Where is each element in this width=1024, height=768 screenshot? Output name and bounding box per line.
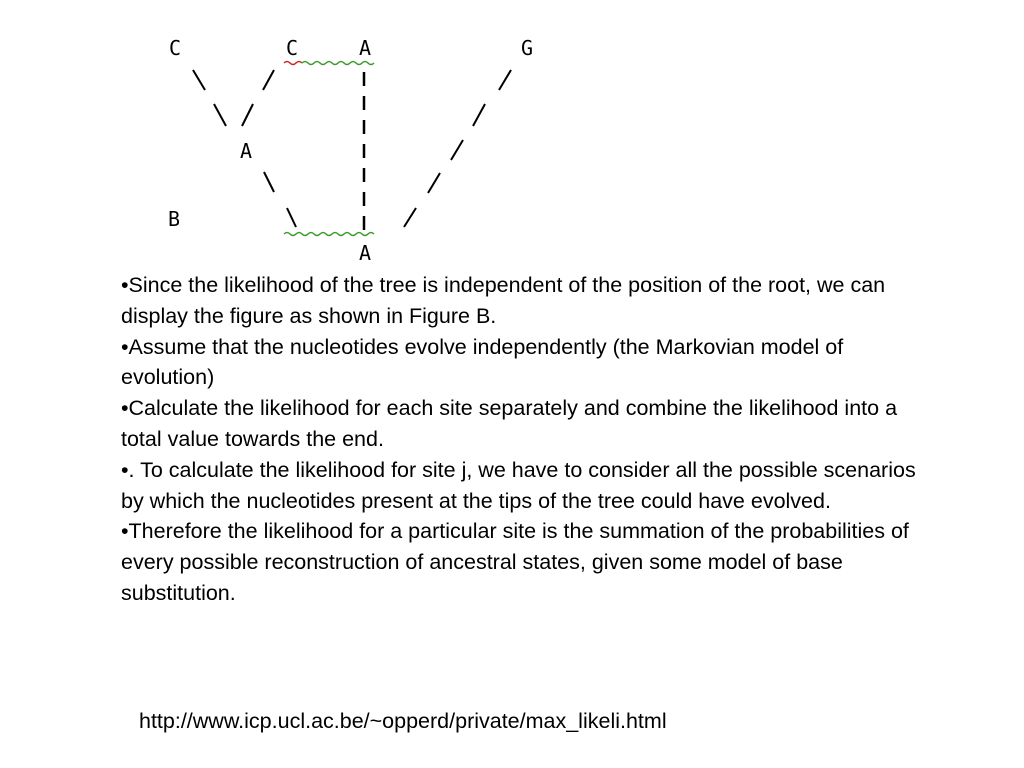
squiggle-top-red xyxy=(284,62,302,65)
branch-c-right-upper xyxy=(263,70,274,90)
squiggle-top-green xyxy=(302,62,374,65)
bullet-list xyxy=(121,270,921,609)
internal-a-label: A xyxy=(240,139,253,163)
bullet-item: •Calculate the likelihood for each site separately and combine the likelihood into a total value towards the end. xyxy=(121,396,898,451)
branch-c-right-lower xyxy=(242,104,253,126)
bullet-item: •Assume that the nucleotides evolve independently (the Markovian model of evolution) xyxy=(121,334,844,390)
phylogenetic-tree-diagram xyxy=(0,0,600,265)
tip-a-top-label: A xyxy=(359,36,372,60)
bullet-item: •Therefore the likelihood for a particular site is the summation of the probabilities of every possible reconstruction of ancestral states, given some model of base substitution. xyxy=(121,519,909,605)
branch-g-3 xyxy=(451,140,463,160)
bullet-item: •. To calculate the likelihood for site j, we have to consider all the possible scenarios by which the nucleotides present at the tips of the tree could have evolved. xyxy=(121,457,916,513)
branch-g-4 xyxy=(428,173,440,193)
branch-internal-lower xyxy=(287,208,296,227)
squiggle-bottom-green xyxy=(284,233,374,236)
bullet-item: •Since the likelihood of the tree is independent of the position of the root, we can display the figure as shown in Figure B. xyxy=(121,273,886,328)
branch-g-2 xyxy=(473,104,485,126)
branch-c-left-lower xyxy=(214,104,226,126)
tip-c-right-label: C xyxy=(286,36,299,60)
branch-internal-upper xyxy=(264,172,274,192)
branch-c-left-upper xyxy=(193,70,205,90)
source-url-link[interactable]: http://www.icp.ucl.ac.be/~opperd/private/max_likeli.html xyxy=(139,709,667,733)
figure-b-label: B xyxy=(168,207,181,231)
tip-g-label: G xyxy=(521,36,534,60)
branch-g-1 xyxy=(499,70,511,90)
tip-c-left-label: C xyxy=(169,36,182,60)
bottom-a-label: A xyxy=(359,241,372,265)
branch-g-5 xyxy=(404,208,416,227)
